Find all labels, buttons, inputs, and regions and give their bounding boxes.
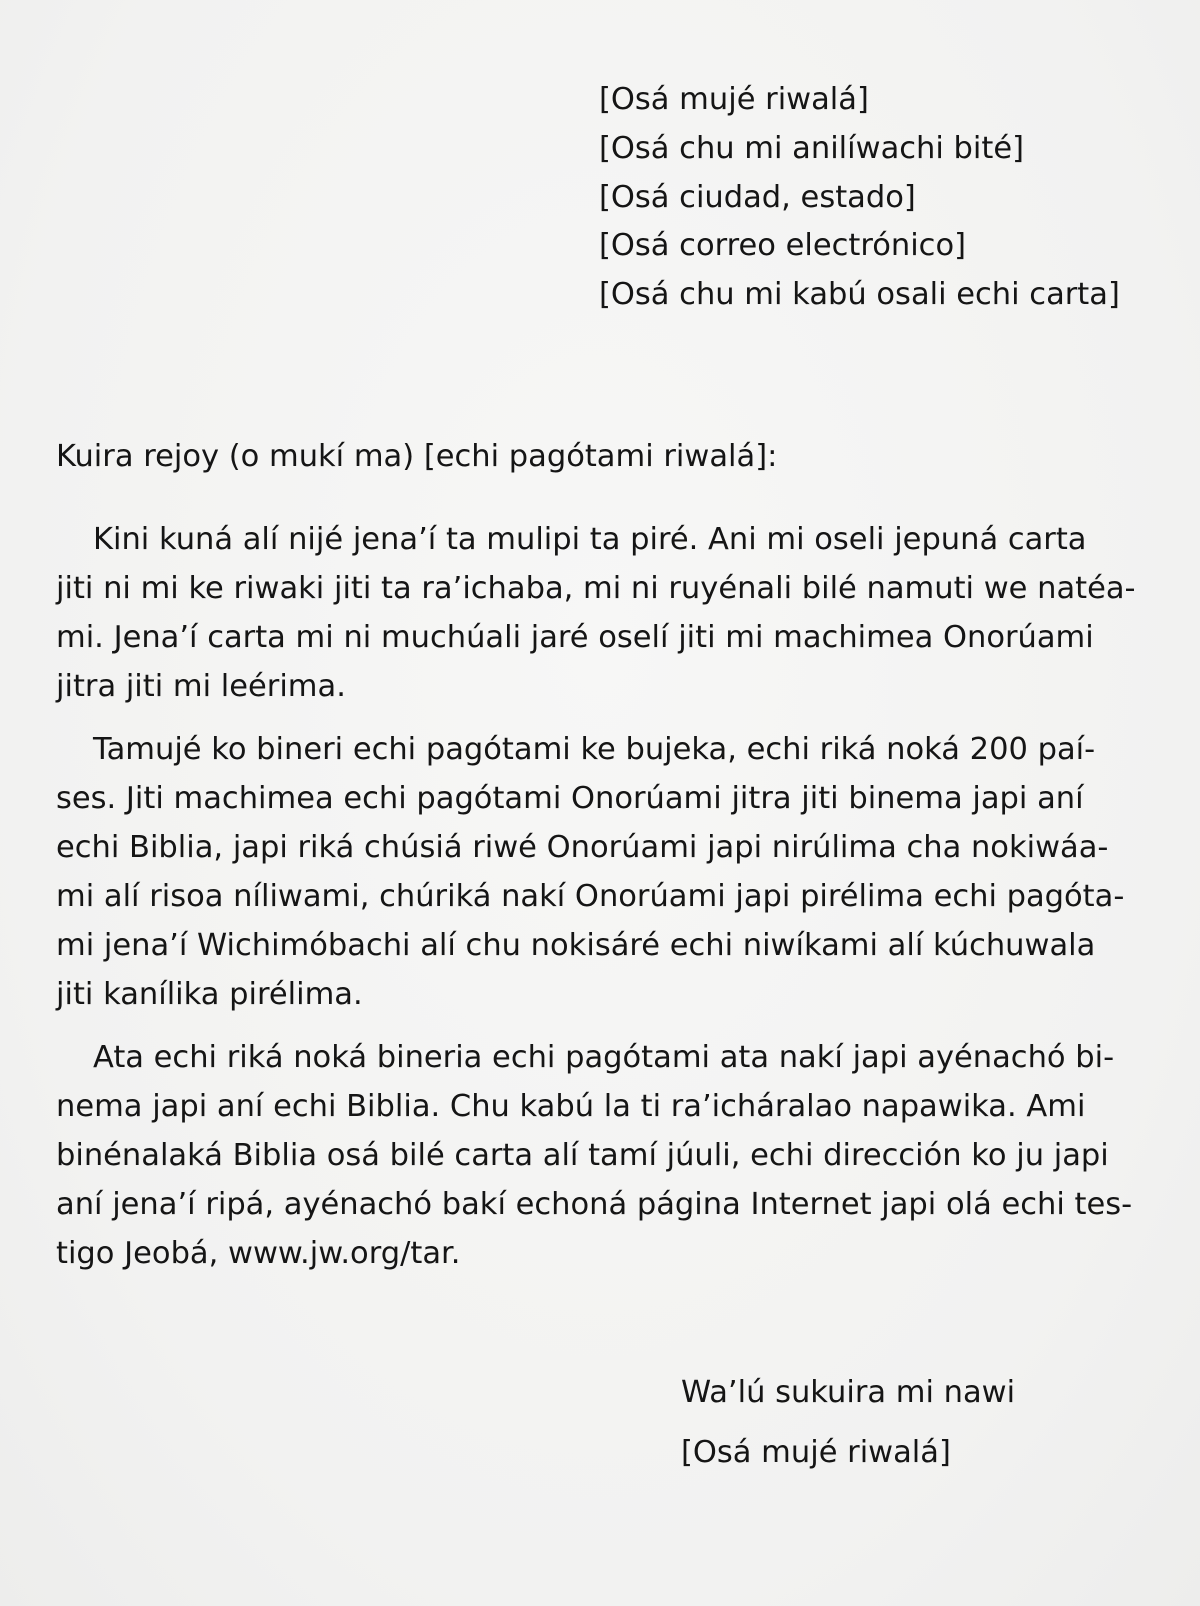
paragraph-3	[56, 1033, 1146, 1278]
paragraph-line: nema japi aní echi Biblia. Chu kabú la ti ra’icháralao napawika. Ami	[56, 1089, 1086, 1124]
sender-name-line: [Osá mujé riwalá]	[599, 82, 869, 117]
paragraph-line: tigo Jeobá, www.jw.org/tar.	[56, 1236, 461, 1271]
sender-address-block	[599, 76, 1179, 320]
paragraph-line: mi jena’í Wichimóbachi alí chu nokisáré echi niwíkami alí kúchuwala	[56, 928, 1096, 963]
paragraph-line: aní jena’í ripá, ayénachó bakí echoná página Internet japi olá echi tes-	[56, 1187, 1133, 1222]
closing-block	[681, 1363, 1015, 1483]
paragraph-line: binénalaká Biblia osá bilé carta alí tamí júuli, echi dirección ko ju japi	[56, 1138, 1109, 1173]
sender-street-line: [Osá chu mi anilíwachi bité]	[599, 130, 1024, 166]
paragraph-line: Tamujé ko bineri echi pagótami ke bujeka, echi riká noká 200 paí-	[93, 732, 1096, 767]
paragraph-line: jitra jiti mi leérima.	[56, 669, 346, 704]
paragraph-line: mi. Jena’í carta mi ni muchúali jaré oselí jiti mi machimea Onorúami	[56, 620, 1094, 655]
paragraph-line: jiti kanílika pirélima.	[56, 977, 363, 1012]
paragraph-line: Ata echi riká noká bineria echi pagótami ata nakí japi ayénachó bi-	[93, 1040, 1115, 1075]
paragraph-2	[56, 725, 1146, 1019]
signature-placeholder: [Osá mujé riwalá]	[681, 1435, 951, 1470]
paragraph-1	[56, 515, 1146, 711]
paragraph-line: Kini kuná alí nijé jena’í ta mulipi ta piré. Ani mi oseli jepuná carta	[93, 522, 1087, 557]
sender-city-state-line: [Osá ciudad, estado]	[599, 179, 916, 215]
letter-body	[56, 515, 1146, 1292]
paragraph-line: mi alí risoa níliwami, chúriká nakí Onorúami japi pirélima echi pagóta-	[56, 879, 1125, 914]
paragraph-line: echi Biblia, japi riká chúsiá riwé Onorúami japi nirúlima cha nokiwáa-	[56, 830, 1109, 865]
paragraph-line: jiti ni mi ke riwaki jiti ta ra’ichaba, mi ni ruyénali bilé namuti we natéa-	[56, 571, 1136, 606]
sender-date-line: [Osá chu mi kabú osali echi carta]	[599, 277, 1120, 313]
salutation: Kuira rejoy (o mukí ma) [echi pagótami riwalá]:	[56, 439, 778, 474]
valediction: Wa’lú sukuira mi nawi	[681, 1375, 1016, 1410]
sender-email-line: [Osá correo electrónico]	[599, 228, 966, 264]
paragraph-line: ses. Jiti machimea echi pagótami Onorúami jitra jiti binema japi aní	[56, 781, 1084, 816]
